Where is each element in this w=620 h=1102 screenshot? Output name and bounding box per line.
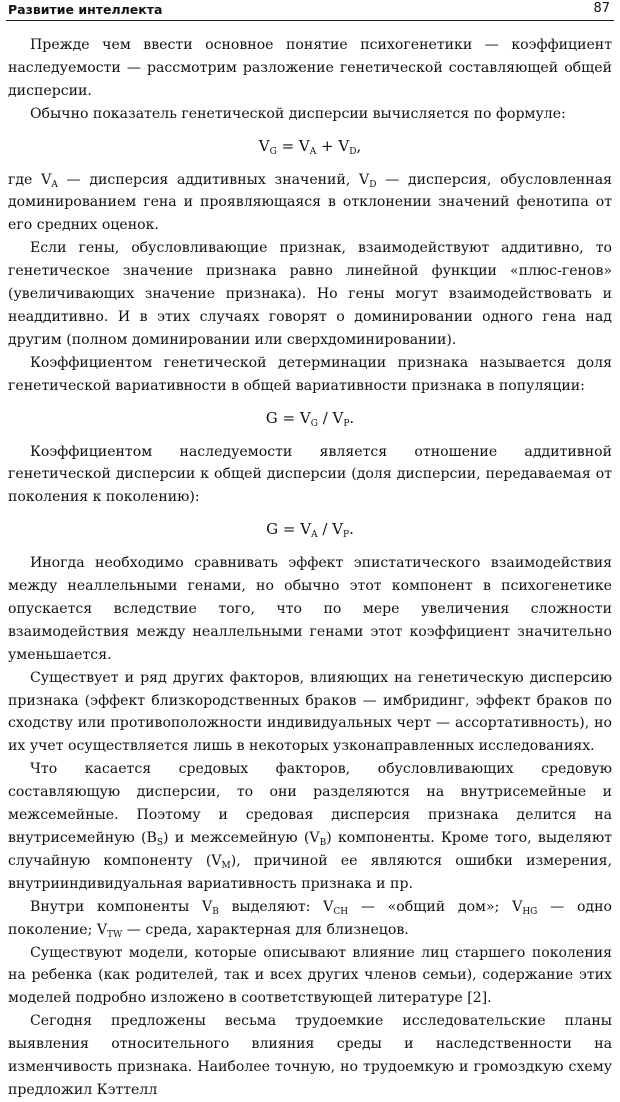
subscript: HG <box>522 906 538 917</box>
formula-subscript: D <box>349 146 357 157</box>
text-run: выделяют: V <box>218 898 334 915</box>
paragraph: Обычно показатель генетической дисперсии вычисляется по формуле: <box>30 105 566 122</box>
paragraph <box>8 896 612 942</box>
subscript: D <box>369 179 377 190</box>
formula-genetic-variance <box>8 135 612 158</box>
subscript: S <box>156 838 164 848</box>
formula-symbol: G <box>266 520 279 539</box>
subscript: M <box>221 860 231 871</box>
text-run: — «общий дом»; V <box>348 898 523 915</box>
text-run: Что касается средовых факторов, обусловливающих средовую составляющую дисперсии, то они разделяются на внутрисемейные и межсемейные. Поэтому и средовая дисперсия признака делится на внутрисемейную (B <box>8 761 612 846</box>
formula-punct: . <box>349 408 355 427</box>
text-run: — среда, характерная для близнецов. <box>122 921 409 938</box>
formula-subscript: G <box>269 146 277 157</box>
formula-operator: / <box>317 408 333 427</box>
formula-symbol: V <box>298 136 310 155</box>
formula-heritability <box>8 518 612 541</box>
formula-operator: + <box>316 136 339 155</box>
subscript: A <box>51 179 58 190</box>
paragraph: Сегодня предложены весьма трудоемкие исследовательские планы выявления относительного влияния среды и наследственности на изменчивость признака. Наиболее точную, но трудоемкую и громоздкую схему предложил Кэттелл <box>8 1013 612 1098</box>
formula-operator: = <box>277 408 300 427</box>
paragraph: Существует и ряд других факторов, влияющих на генетическую дисперсию признака (эффект близкородственных браков — имбридинг, эффект браков по сходству или противоположности индивидуальных черт — ассортативность), но их учет осуществляется лишь в некоторых узконаправленных исследованиях. <box>8 669 612 755</box>
paragraph: Коэффициентом генетической детерминации признака называется доля генетической вариативности в общей вариативности признака в популяции: <box>8 354 612 394</box>
formula-symbol: V <box>300 520 312 539</box>
paragraph: Прежде чем ввести основное понятие психогенетики — коэффициент наследуемости — рассмотрим разложение генетической составляющей общей дисперсии. <box>8 37 612 99</box>
formula-subscript: A <box>311 530 318 541</box>
running-head: Развитие интеллекта <box>8 2 163 17</box>
formula-subscript: P <box>343 530 350 541</box>
subscript: B <box>212 906 219 917</box>
subscript: B <box>319 838 327 848</box>
formula-operator: = <box>278 520 301 539</box>
formula-symbol: V <box>299 408 311 427</box>
formula-symbol: V <box>332 520 344 539</box>
paragraph: Коэффициентом наследуемости является отношение аддитивной генетической дисперсии к общей дисперсии (доля дисперсии, передаваемая от поколения к поколению): <box>8 443 612 506</box>
formula-symbol: V <box>338 136 350 155</box>
formula-operator: = <box>276 136 299 155</box>
formula-determination-coefficient <box>8 407 612 430</box>
text-run: Внутри компоненты V <box>30 898 213 915</box>
paragraph: Иногда необходимо сравнивать эффект эпистатического взаимодействия между неаллельными генами, но обычно этот компонент в психогенетике опускается вследствие того, что по мере увеличения сложности взаимодействия между неаллельными генами этот коэффициент значительно уменьшается. <box>8 555 612 663</box>
page-header <box>6 0 614 21</box>
formula-symbol: V <box>332 408 344 427</box>
formula-subscript: P <box>343 418 350 429</box>
formula-symbol: G <box>265 408 278 427</box>
paragraph <box>8 758 612 895</box>
subscript: TW <box>107 929 123 940</box>
formula-operator: / <box>317 520 333 539</box>
formula-punct: , <box>356 136 362 155</box>
formula-subscript: G <box>310 418 318 429</box>
text-run: — дисперсия, обусловленная доминированием гена и проявляющаяся в отклонении значений фенотипа от его средних оценок. <box>8 171 612 234</box>
formula-symbol: V <box>258 136 270 155</box>
page-number: 87 <box>593 1 610 16</box>
text-run: ) компоненты. Кроме того, выделяют случайную компоненту (V <box>8 830 613 869</box>
text-run: — дисперсия аддитивных значений, V <box>57 171 370 188</box>
paragraph: Существуют модели, которые описывают влияние лиц старшего поколения на ребенка (как родителей, так и всех других членов семьи), содержание этих моделей подробно изложено в соответствующей литературе [2]. <box>8 944 612 1007</box>
paragraph <box>8 169 612 238</box>
formula-punct: . <box>349 520 354 539</box>
body-text <box>8 34 612 1102</box>
text-run: ), причиной ее являются ошибки измерения, внутрииндивидуальная вариативность признака и пр. <box>8 852 613 892</box>
subscript: CH <box>333 906 349 917</box>
formula-subscript: A <box>309 146 317 157</box>
text-run: ) и межсемейную (V <box>163 830 320 846</box>
paragraph: Если гены, обусловливающие признак, взаимодействуют аддитивно, то генетическое значение признака равно линейной функции «плюс-генов» (увеличивающих значение признака). Но гены могут взаимодействовать и неаддитивно. И в этих случаях говорят о доминировании одного гена над другим (полном доминировании или сверхдоминировании). <box>8 240 612 348</box>
text-run: где V <box>8 171 52 188</box>
text-run: — одно поколение; V <box>8 898 612 938</box>
